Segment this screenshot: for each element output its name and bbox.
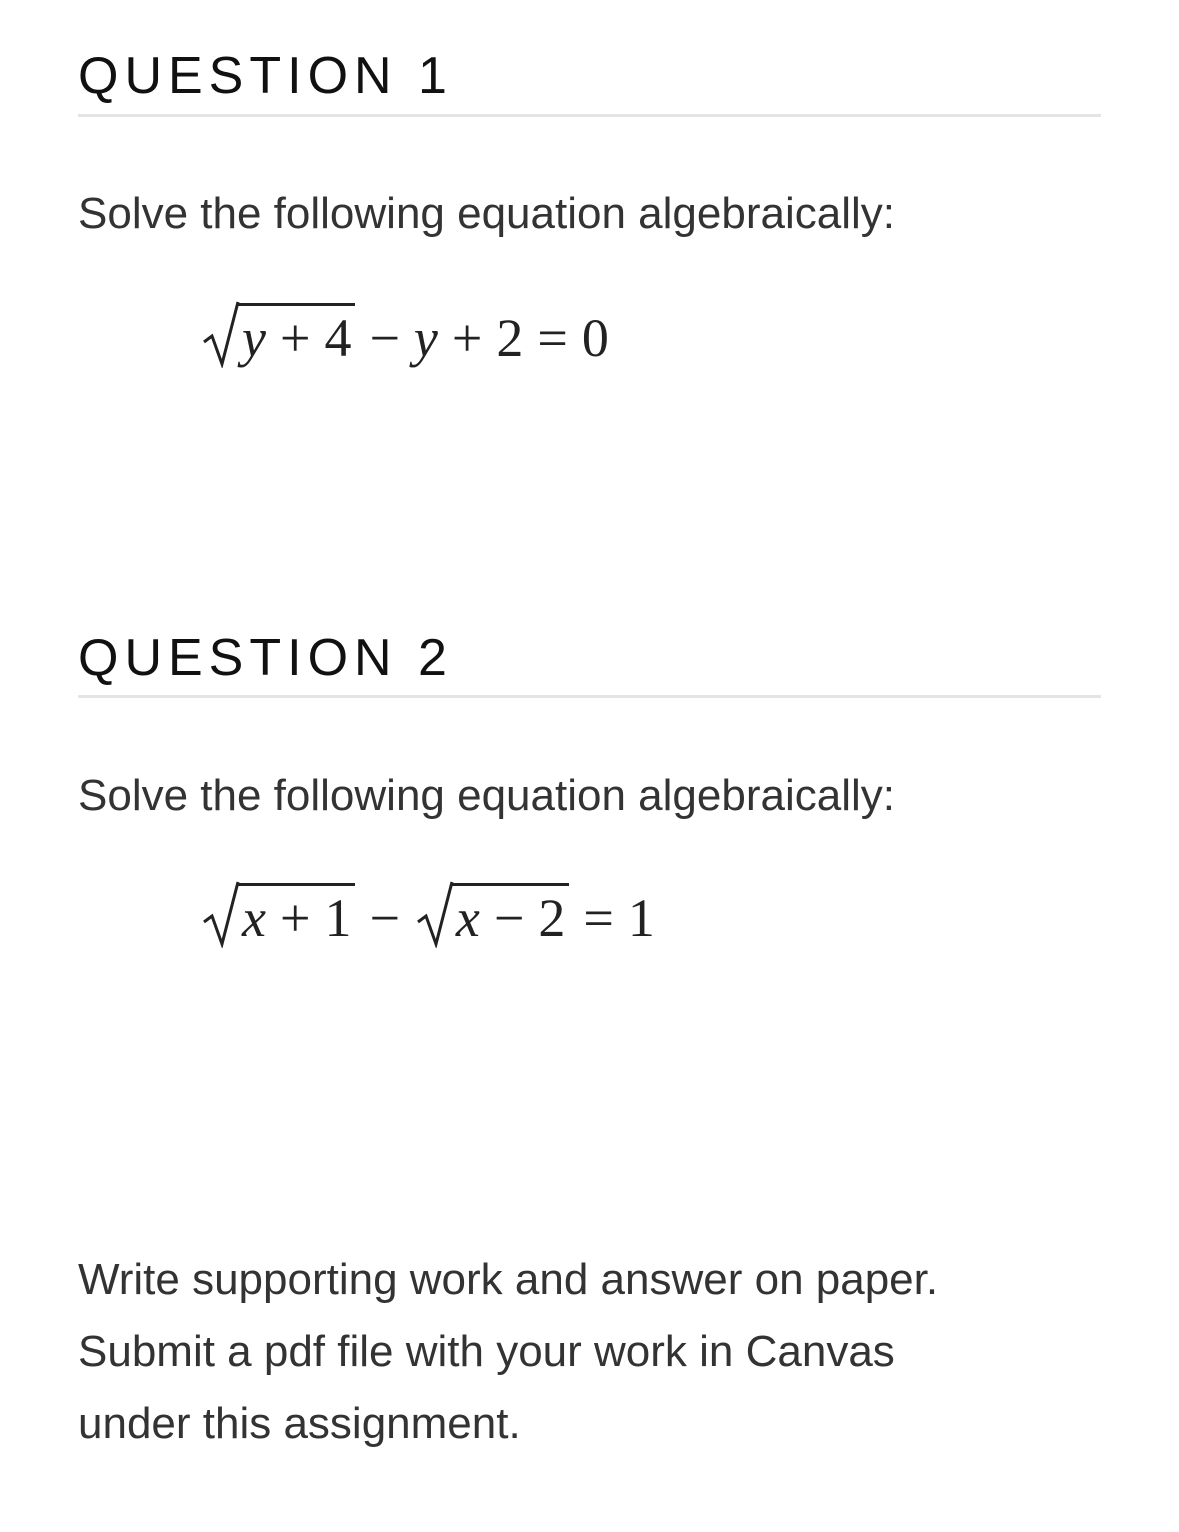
- equals-sign: =: [537, 307, 568, 368]
- operator: +: [279, 307, 311, 368]
- constant: 4: [324, 307, 352, 368]
- variable: x: [242, 887, 266, 948]
- question-2-prompt: Solve the following equation algebraically:: [78, 771, 895, 820]
- operator: +: [451, 307, 483, 368]
- operator: −: [493, 887, 525, 948]
- instructions-line-2: Submit a pdf file with your work in Canvas: [78, 1327, 895, 1376]
- question-2-equation: [200, 876, 655, 948]
- square-root-icon: [200, 876, 240, 948]
- question-2-minus: [355, 888, 413, 948]
- question-1-prompt: Solve the following equation algebraically:: [78, 189, 895, 238]
- question-2-radicand-2: [452, 883, 569, 948]
- question-2-radical-1: [200, 876, 355, 948]
- question-2-heading: QUESTION 2: [78, 629, 453, 687]
- instructions-line-1: Write supporting work and answer on paper.: [78, 1255, 939, 1304]
- operator: −: [369, 307, 400, 368]
- operator: +: [279, 887, 311, 948]
- rhs-value: 0: [581, 307, 609, 368]
- variable: y: [413, 307, 438, 368]
- question-1-radical: [200, 296, 355, 368]
- variable: x: [455, 887, 480, 948]
- question-1-equation: [200, 296, 609, 368]
- square-root-icon: [414, 876, 454, 948]
- question-2-radical-2: [414, 876, 569, 948]
- question-2-radicand-1: [238, 883, 355, 948]
- question-1-radicand: [238, 303, 355, 368]
- rhs-value: 1: [627, 887, 655, 948]
- constant: 2: [496, 307, 524, 368]
- equals-sign: =: [583, 887, 614, 948]
- constant: 2: [538, 887, 566, 948]
- question-1-heading: QUESTION 1: [78, 47, 453, 105]
- constant: 1: [324, 887, 352, 948]
- variable: y: [242, 307, 266, 368]
- operator: −: [369, 887, 400, 948]
- question-1-divider: [78, 114, 1101, 117]
- question-1-rest: [355, 308, 608, 368]
- square-root-icon: [200, 296, 240, 368]
- instructions-line-3: under this assignment.: [78, 1399, 521, 1448]
- question-2-rest: [569, 888, 654, 948]
- submission-instructions: [78, 1244, 1101, 1460]
- question-2-divider: [78, 695, 1101, 698]
